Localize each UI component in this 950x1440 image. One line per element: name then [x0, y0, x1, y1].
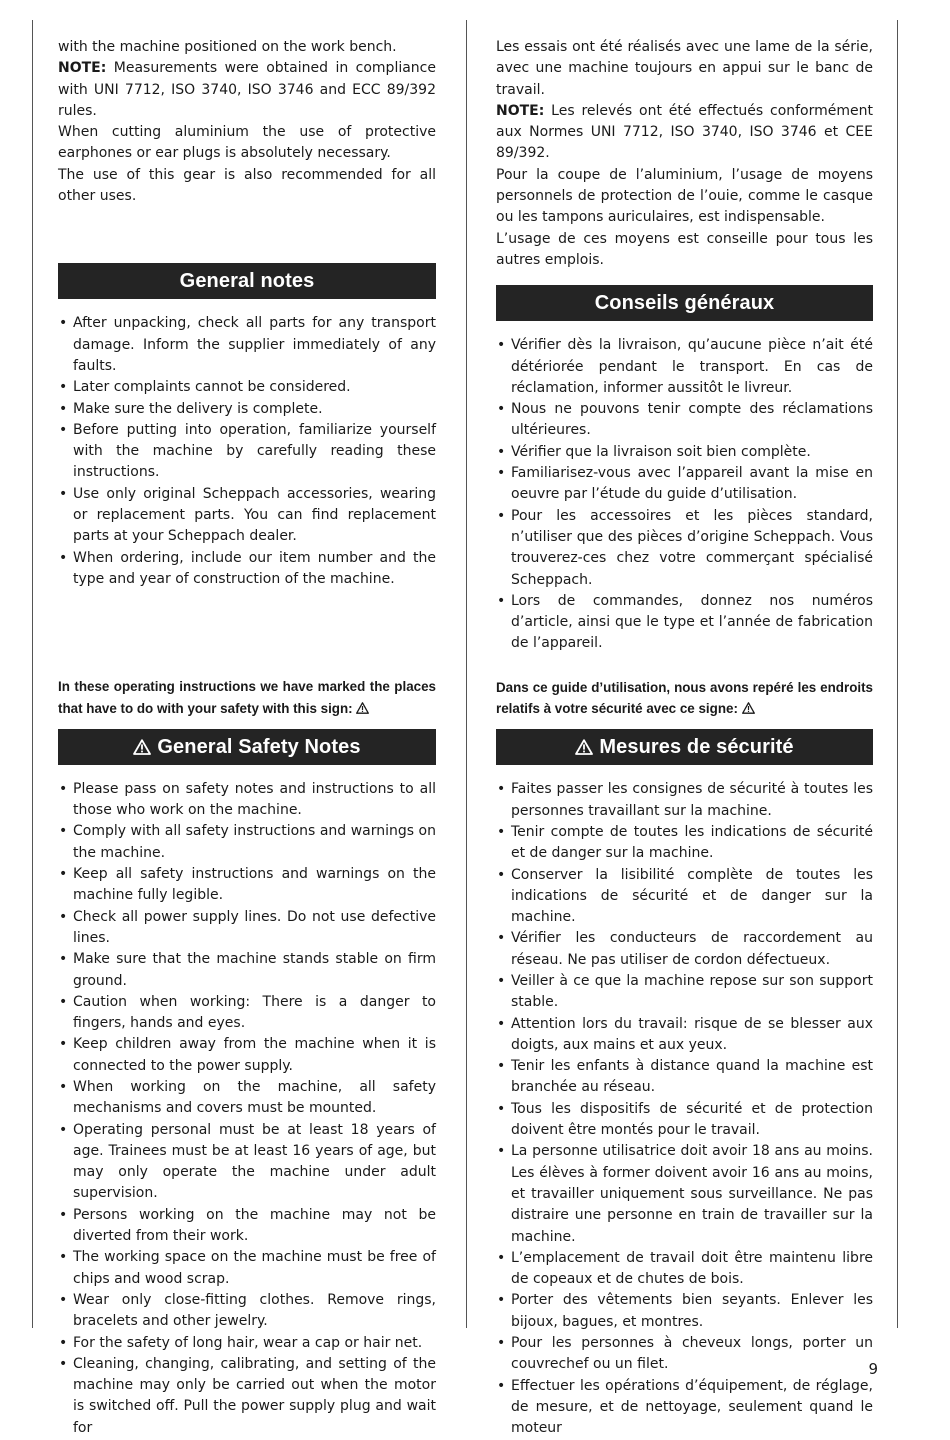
list-item: • Cleaning, changing, calibrating, and setting of the machine may only be carried out when the motor is switched off. Pull the power supply plug and wait for	[58, 1354, 436, 1439]
center-divider-rule	[466, 20, 467, 1328]
list-item: • Wear only close-fitting clothes. Remove rings, bracelets and other jewelry.	[58, 1290, 436, 1333]
safety-sign-notice	[496, 677, 873, 720]
note-text: Measurements were obtained in compliance with UNI 7712, ISO 3740, ISO 3746 and ECC 89/392 rules.	[58, 60, 436, 119]
list-item: • For the safety of long hair, wear a cap or hair net.	[58, 1333, 436, 1354]
intro-line: Les essais ont été réalisés avec une lame de la série, avec une machine toujours en appui sur le banc de travail.	[496, 39, 873, 98]
list-item: • Later complaints cannot be considered.	[58, 377, 436, 398]
safety-sign-notice	[58, 676, 436, 719]
list-item: • Faites passer les consignes de sécurité à toutes les personnes travaillant sur la machine.	[496, 779, 873, 822]
mesures-de-securite-heading	[496, 729, 873, 765]
list-item: • Veiller à ce que la machine repose sur son support stable.	[496, 971, 873, 1014]
list-item: • Familiarisez-vous avec l’appareil avant la mise en oeuvre par l’étude du guide d’utilisation.	[496, 463, 873, 506]
general-notes-title: General notes	[179, 270, 315, 293]
french-column	[496, 37, 873, 1440]
list-item: • La personne utilisatrice doit avoir 18 ans au moins. Les élèves à former doivent avoir 16 ans au moins, et travailler uniquement sous surveillance. Ne pas distraire une personne en train de travailler sur la machine.	[496, 1141, 873, 1247]
intro-line: When cutting aluminium the use of protective earphones or ear plugs is absolutely necessary.	[58, 124, 436, 162]
conseils-generaux-heading	[496, 285, 873, 321]
list-item: • Conserver la lisibilité complète de toutes les indications de sécurité et de danger sur la machine.	[496, 865, 873, 929]
right-margin-rule	[897, 20, 898, 1328]
intro-line: The use of this gear is also recommended for all other uses.	[58, 166, 436, 205]
general-notes-list	[58, 313, 436, 590]
intro-line: L’usage de ces moyens est conseille pour tous les autres emplois.	[496, 230, 873, 268]
general-safety-notes-list	[58, 779, 436, 1439]
list-item: • Attention lors du travail: risque de se blesser aux doigts, aux mains et aux yeux.	[496, 1014, 873, 1057]
mesures-de-securite-title: Mesures de sécurité	[599, 736, 794, 759]
list-item: • Tous les dispositifs de sécurité et de protection doivent être montés pour le travail.	[496, 1099, 873, 1142]
warning-triangle-icon	[356, 702, 369, 714]
list-item: • Caution when working: There is a danger to fingers, hands and eyes.	[58, 992, 436, 1035]
list-item: • Nous ne pouvons tenir compte des réclamations ultérieures.	[496, 399, 873, 442]
list-item: • Pour les accessoires et les pièces standard, n’utiliser que des pièces d’origine Scheppach. Vous trouverez-ces chez votre commerçant spécialisé Scheppach.	[496, 506, 873, 591]
list-item: • The working space on the machine must be free of chips and wood scrap.	[58, 1247, 436, 1290]
list-item: • Persons working on the machine may not be diverted from their work.	[58, 1205, 436, 1248]
list-item: • Vérifier dès la livraison, qu’aucune pièce n’ait été détériorée pendant le transport. En cas de réclamation, informer aussitôt le livreur.	[496, 335, 873, 399]
conseils-generaux-title: Conseils généraux	[594, 292, 775, 315]
intro-line: Pour la coupe de l’aluminium, l’usage de moyens personnels de protection de l’ouie, comme le casque ou les tampons auriculaires, est indispensable.	[496, 166, 873, 226]
list-item: • Vérifier les conducteurs de raccordement au réseau. Ne pas utiliser de cordon défectueux.	[496, 928, 873, 971]
note-text: Les relevés ont été effectués conformément aux Normes UNI 7712, ISO 3740, ISO 3746 et CEE 89/392.	[496, 102, 873, 162]
list-item: • Lors de commandes, donnez nos numéros d’article, ainsi que le type et l’année de fabrication de l’appareil.	[496, 591, 873, 655]
list-item: • When ordering, include our item number and the type and year of construction of the machine.	[58, 548, 436, 591]
list-item: • Effectuer les opérations d’équipement, de réglage, de mesure, et de nettoyage, seulement quand le moteur	[496, 1376, 873, 1440]
list-item: • When working on the machine, all safety mechanisms and covers must be mounted.	[58, 1077, 436, 1120]
list-item: • Please pass on safety notes and instructions to all those who work on the machine.	[58, 779, 436, 822]
list-item: • Operating personal must be at least 18 years of age. Trainees must be at least 16 years of age, but may only operate the machine under adult supervision.	[58, 1120, 436, 1205]
english-intro	[58, 37, 436, 207]
list-item: • After unpacking, check all parts for any transport damage. Inform the supplier immediately of any faults.	[58, 313, 436, 377]
list-item: • Check all power supply lines. Do not use defective lines.	[58, 907, 436, 950]
list-item: • Tenir les enfants à distance quand la machine est branchée au réseau.	[496, 1056, 873, 1099]
french-intro	[496, 37, 873, 271]
general-safety-notes-title: General Safety Notes	[157, 735, 361, 758]
list-item: • Vérifier que la livraison soit bien complète.	[496, 442, 873, 463]
warning-triangle-icon	[742, 702, 755, 714]
left-margin-rule	[32, 20, 33, 1328]
general-notes-heading	[58, 263, 436, 299]
list-item: • Pour les personnes à cheveux longs, porter un couvrechef ou un filet.	[496, 1333, 873, 1376]
safety-notice-text: Dans ce guide d’utilisation, nous avons repéré les endroits relatifs à votre sécurité avec ce signe:	[496, 679, 873, 717]
list-item: • Use only original Scheppach accessories, wearing or replacement parts. You can find replacement parts at your Scheppach dealer.	[58, 484, 436, 548]
list-item: • Keep children away from the machine when it is connected to the power supply.	[58, 1034, 436, 1077]
mesures-de-securite-list	[496, 779, 873, 1439]
list-item: • Comply with all safety instructions and warnings on the machine.	[58, 821, 436, 864]
note-paragraph	[58, 58, 436, 122]
intro-line: with the machine positioned on the work bench.	[58, 39, 397, 55]
list-item: • Make sure the delivery is complete.	[58, 399, 436, 420]
warning-triangle-icon	[133, 739, 151, 755]
note-paragraph	[496, 101, 873, 165]
note-label: NOTE:	[58, 60, 107, 77]
conseils-generaux-list	[496, 335, 873, 654]
warning-triangle-icon	[575, 739, 593, 755]
list-item: • Tenir compte de toutes les indications de sécurité et de danger sur la machine.	[496, 822, 873, 865]
list-item: • Keep all safety instructions and warnings on the machine fully legible.	[58, 864, 436, 907]
list-item: • Porter des vêtements bien seyants. Enlever les bijoux, bagues, et montres.	[496, 1290, 873, 1333]
safety-notice-text: In these operating instructions we have marked the places that have to do with your safety with this sign:	[58, 679, 436, 716]
general-safety-notes-heading	[58, 729, 436, 765]
list-item: • Before putting into operation, familiarize yourself with the machine by carefully reading these instructions.	[58, 420, 436, 484]
page-number: 9	[868, 1360, 878, 1378]
english-column	[58, 37, 436, 1439]
note-label: NOTE:	[496, 102, 545, 119]
list-item: • Make sure that the machine stands stable on firm ground.	[58, 949, 436, 992]
list-item: • L’emplacement de travail doit être maintenu libre de copeaux et de chutes de bois.	[496, 1248, 873, 1291]
